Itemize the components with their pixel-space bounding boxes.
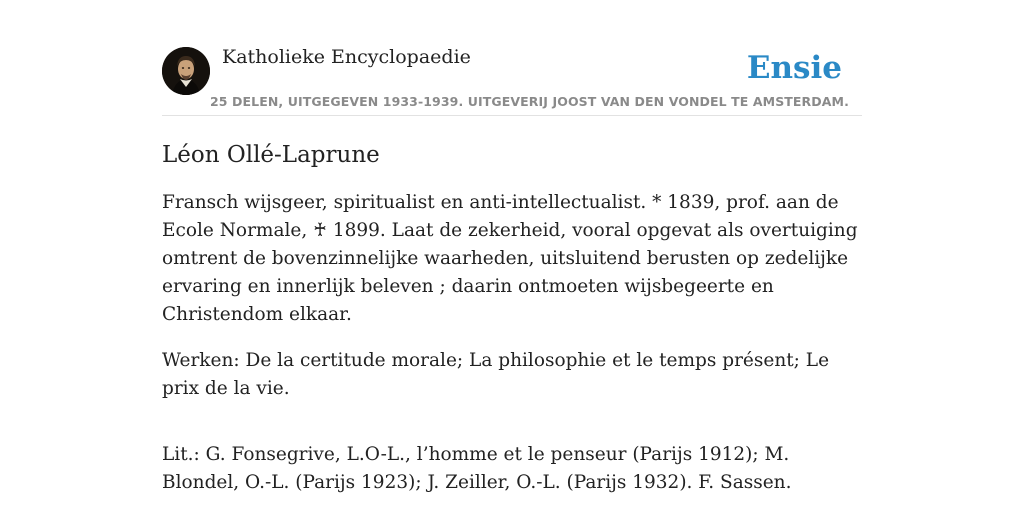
article-paragraph-description: Fransch wijsgeer, spiritualist en anti-intellectualist. * 1839, prof. aan de Ecole Normale, ♰ 1899. Laat de zekerheid, vooral opgevat als overtuiging omtrent de bovenzinnelijke waarheden, uitsluitend berusten op zedelijke ervaring en innerlijk beleven ; daarin ontmoeten wijsbegeerte en Christendom elkaar. bbox=[162, 192, 858, 325]
site-subtitle: 25 DELEN, UITGEGEVEN 1933-1939. UITGEVERIJ JOOST VAN DEN VONDEL TE AMSTERDAM. bbox=[210, 94, 849, 109]
brand-logo-link[interactable]: Ensie bbox=[746, 50, 842, 86]
article-title: Léon Ollé-Laprune bbox=[162, 142, 380, 168]
portrait-icon-graphic bbox=[162, 47, 210, 95]
article bbox=[162, 138, 862, 515]
article-paragraph-works: Werken: De la certitude morale; La philosophie et le temps présent; Le prix de la vie. bbox=[162, 350, 830, 399]
portrait-icon[interactable] bbox=[162, 47, 210, 95]
site-title[interactable]: Katholieke Encyclopaedie bbox=[222, 46, 471, 68]
header-divider bbox=[162, 115, 862, 116]
article-paragraph-literature: Lit.: G. Fonsegrive, L.O-L., l’homme et le penseur (Parijs 1912); M. Blondel, O.-L. (Parijs 1923); J. Zeiller, O.-L. (Parijs 1932). F. Sassen. bbox=[162, 444, 792, 493]
